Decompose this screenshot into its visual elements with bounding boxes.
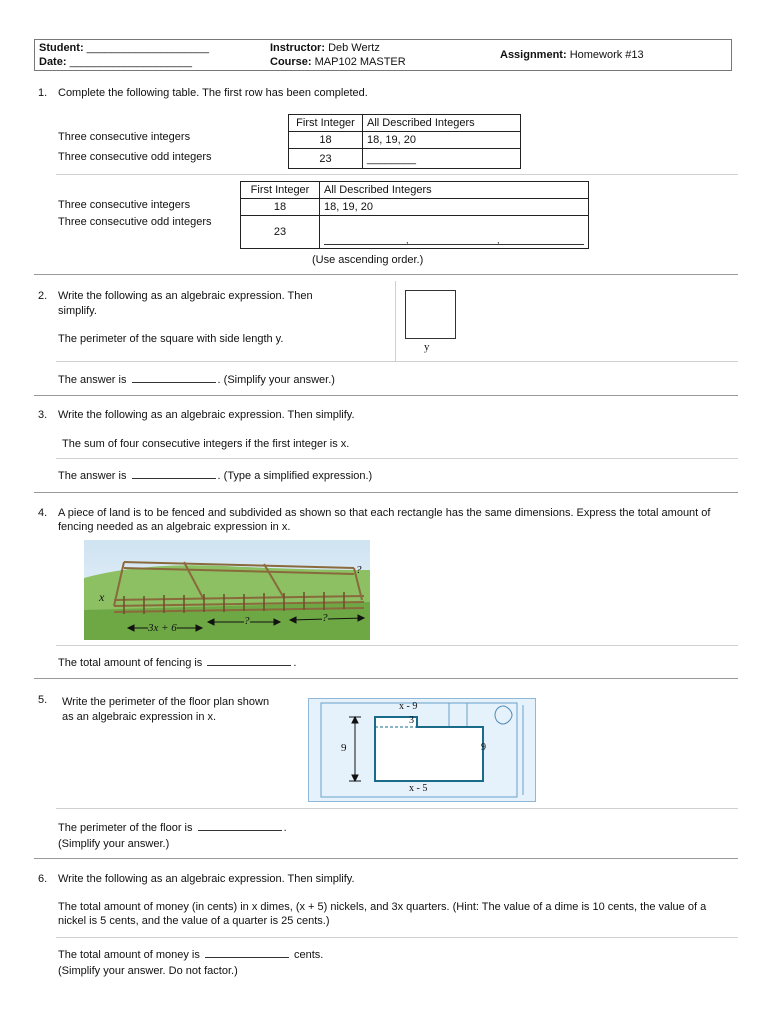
square-side-label: y [424,341,430,353]
q3-number: 3. [38,409,48,421]
q3-answer-input[interactable] [132,467,216,479]
q2-statement: The perimeter of the square with side length y. [58,333,284,345]
divider [56,458,738,459]
q3-prompt: Write the following as an algebraic expression. Then simplify. [58,409,355,421]
q1-row2-label: Three consecutive odd integers [58,151,212,163]
cell-first: 18 [289,132,363,149]
student-line: Student: ____________________ [39,42,210,54]
q6-answer-line: The total amount of money is cents. [58,946,323,962]
q1-hint: (Use ascending order.) [312,254,424,266]
instructor-line: Instructor: Deb Wertz [270,42,380,54]
date-line: Date: ____________________ [39,56,192,68]
q6-number: 6. [38,873,48,885]
q6-prompt: Write the following as an algebraic expression. Then simplify. [58,873,355,885]
cell-first: 18 [241,199,320,216]
fence-label-len1: 3x + 6 [148,622,177,634]
divider [56,808,738,809]
table-row [241,216,589,249]
q1-example-table [288,114,521,169]
q2-answer-line: The answer is . (Simplify your answer.) [58,371,335,387]
course-line: Course: MAP102 MASTER [270,56,406,68]
q2-prompt-line2: simplify. [58,305,97,317]
col-header-all: All Described Integers [320,182,589,199]
floor-label-step: 3 [409,715,414,726]
q5-answer-line: The perimeter of the floor is . [58,819,287,835]
floor-label-right: 9 [481,742,486,753]
floor-label-top: x - 9 [399,701,418,712]
divider [56,645,738,646]
cell-first: 23 [241,216,320,249]
cell-all: ________ [363,149,521,169]
figure-divider [395,281,396,361]
q3-answer-line: The answer is . (Type a simplified expression.) [58,467,372,483]
q4-answer-input[interactable] [207,654,291,666]
section-divider [34,492,738,493]
q6-answer-note: (Simplify your answer. Do not factor.) [58,965,238,977]
q3-statement: The sum of four consecutive integers if the first integer is x. [62,438,350,450]
divider [56,937,738,938]
fence-label-len2: ? [244,615,250,627]
cell-first: 23 [289,149,363,169]
q1-row1-label: Three consecutive integers [58,131,191,143]
q5-prompt-line2: as an algebraic expression in x. [62,711,217,723]
q2-prompt-line1: Write the following as an algebraic expression. Then [58,290,313,302]
fence-illustration [84,540,370,640]
q4-prompt: A piece of land is to be fenced and subdivided as shown so that each rectangle has the same dimensions. Express the total amount of fencing needed as an algebraic expression in x. [58,507,711,533]
q5-answer-note: (Simplify your answer.) [58,838,170,850]
floor-plan-figure [308,698,536,802]
q5-answer-input[interactable] [198,819,282,831]
divider [56,361,738,362]
q1-prompt: Complete the following table. The first row has been completed. [58,87,368,99]
table-row [289,132,521,149]
col-header-all: All Described Integers [363,115,521,132]
section-divider [34,858,738,859]
q1-answer-row2-label: Three consecutive odd integers [58,216,212,228]
table-row [289,115,521,132]
section-divider [34,274,738,275]
divider [56,174,738,175]
section-divider [34,395,738,396]
table-row [289,149,521,169]
q1-number: 1. [38,87,48,99]
assignment-line: Assignment: Homework #13 [500,49,644,61]
fence-label-side: ? [356,564,362,576]
cell-all: 18, 19, 20 [320,199,589,216]
col-header-first: First Integer [289,115,363,132]
q6-statement: The total amount of money (in cents) in x dimes, (x + 5) nickels, and 3x quarters. (Hint: The value of a dime is 10 cents, the value of a nickel is 5 cents, and the value of a quarter is 25 cents.) [58,901,707,927]
assignment-header [34,39,732,71]
fence-label-x: x [99,590,105,604]
q5-prompt-line1: Write the perimeter of the floor plan shown [62,696,270,708]
floor-label-bottom: x - 5 [409,783,428,794]
q4-answer-line: The total amount of fencing is . [58,654,296,670]
q5-number: 5. [38,694,48,706]
q2-number: 2. [38,290,48,302]
table-row [241,182,589,199]
col-header-first: First Integer [241,182,320,199]
q6-answer-input[interactable] [205,946,289,958]
q1-answer-table [240,181,589,249]
q2-answer-input[interactable] [132,371,216,383]
fence-figure [84,540,370,640]
answer-blank-line[interactable] [324,244,584,245]
table-row [241,199,589,216]
section-divider [34,678,738,679]
q1-answer-row1-label: Three consecutive integers [58,199,191,211]
q4-number: 4. [38,507,48,519]
answer-blanks-cell: , , [320,216,589,249]
square-figure [405,290,456,339]
floor-label-left: 9 [341,742,347,754]
cell-all: 18, 19, 20 [363,132,521,149]
fence-label-len3: ? [322,612,328,624]
